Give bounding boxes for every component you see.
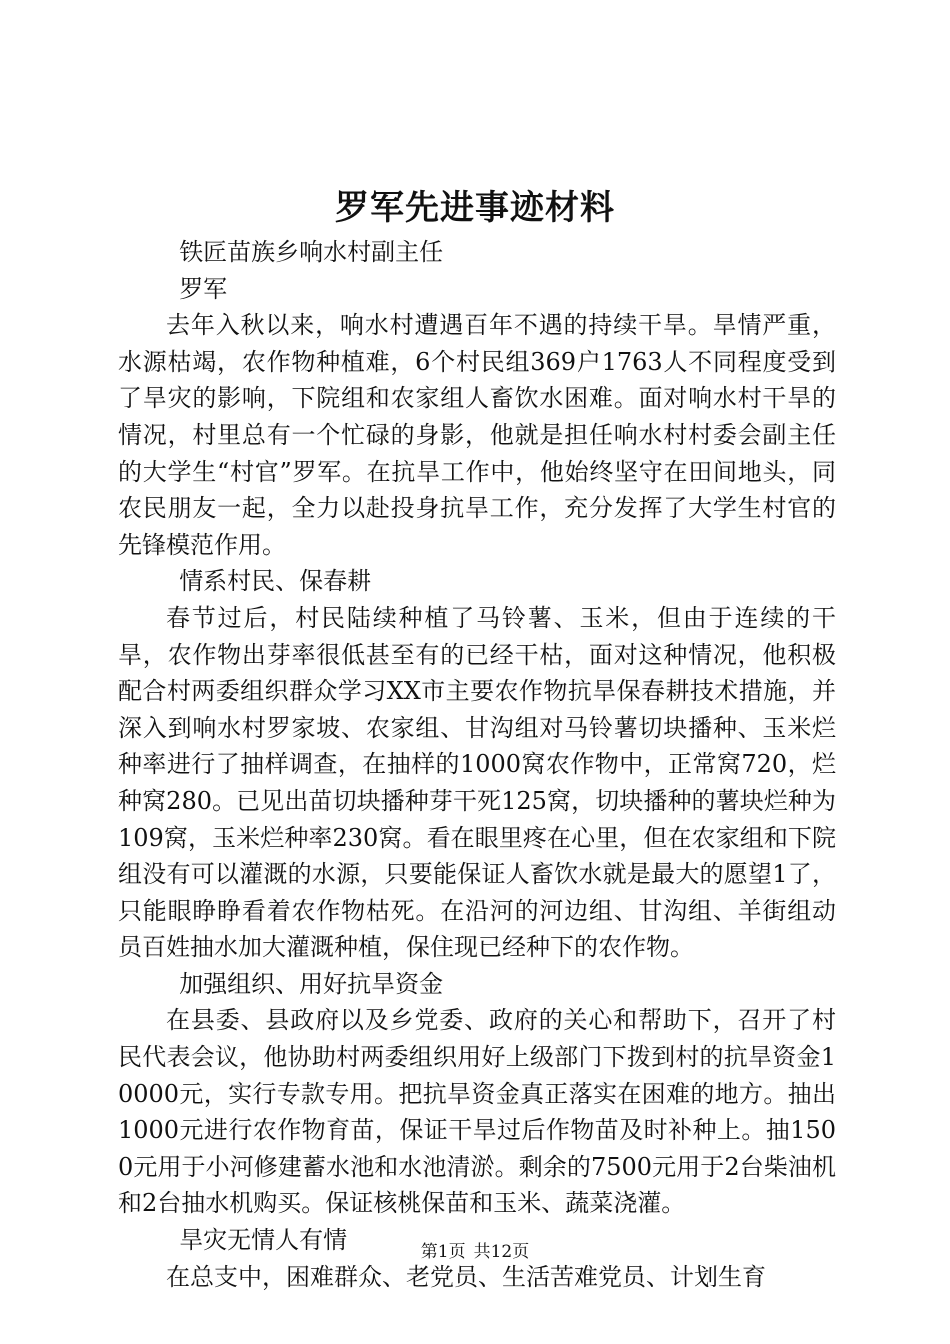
document-body — [118, 234, 836, 1295]
intro-paragraph: 去年入秋以来，响水村遭遇百年不遇的持续干旱。旱情严重，水源枯竭，农作物种植难，6个村民组369户1763人不同程度受到了旱灾的影响，下院组和农家组人畜饮水困难。面对响水村干旱的情况，村里总有一个忙碌的身影，他就是担任响水村村委会副主任的大学生“村官”罗军。在抗旱工作中，他始终坚守在田间地头，同农民朋友一起，全力以赴投身抗旱工作，充分发挥了大学生村官的先锋模范作用。 — [118, 311, 836, 559]
page-number: 第1页 — [420, 1242, 466, 1262]
author-name: 罗军 — [179, 274, 228, 303]
section-paragraph-2: 在县委、县政府以及乡党委、政府的关心和帮助下，召开了村民代表会议，他协助村两委组织用好上级部门下拨到村的抗旱资金10000元，实行专款专用。把抗旱资金真正落实在困难的地方。抽出1000元进行农作物育苗，保证干旱过后作物苗及时补种上。抽1500元用于小河修建蓄水池和水池清淤。剩余的7500元用于2台柴油机和2台抽水机购买。保证核桃保苗和玉米、蔬菜浇灌。 — [118, 1006, 836, 1218]
section-paragraph-1: 春节过后，村民陆续种植了马铃薯、玉米，但由于连续的干旱，农作物出芽率很低甚至有的已经干枯，面对这种情况，他积极配合村两委组织群众学习XX市主要农作物抗旱保春耕技术措施，并深入到响水村罗家坡、农家组、甘沟组对马铃薯切块播种、玉米烂种率进行了抽样调查，在抽样的1000窝农作物中，正常窝720，烂种窝280。已见出苗切块播种芽干死125窝，切块播种的薯块烂种为109窝，玉米烂种率230窝。看在眼里疼在心里，但在农家组和下院组没有可以灌溉的水源，只要能保证人畜饮水就是最大的愿望1了，只能眼睁睁看着农作物枯死。在沿河的河边组、甘沟组、羊街组动员百姓抽水加大灌溉种植，保住现已经种下的农作物。 — [118, 603, 836, 962]
section-paragraph-3: 在总支中，困难群众、老党员、生活苦难党员、计划生育 — [166, 1262, 766, 1291]
author-affiliation: 铁匠苗族乡响水村副主任 — [179, 238, 444, 266]
page-total: 共12页 — [473, 1242, 530, 1262]
section-heading-2: 加强组织、用好抗旱资金 — [179, 969, 444, 998]
section-heading-1: 情系村民、保春耕 — [179, 567, 372, 596]
section-heading-3: 旱灾无情人有情 — [179, 1226, 348, 1255]
document-title: 罗军先进事迹材料 — [335, 188, 615, 228]
page-footer — [0, 1240, 950, 1264]
